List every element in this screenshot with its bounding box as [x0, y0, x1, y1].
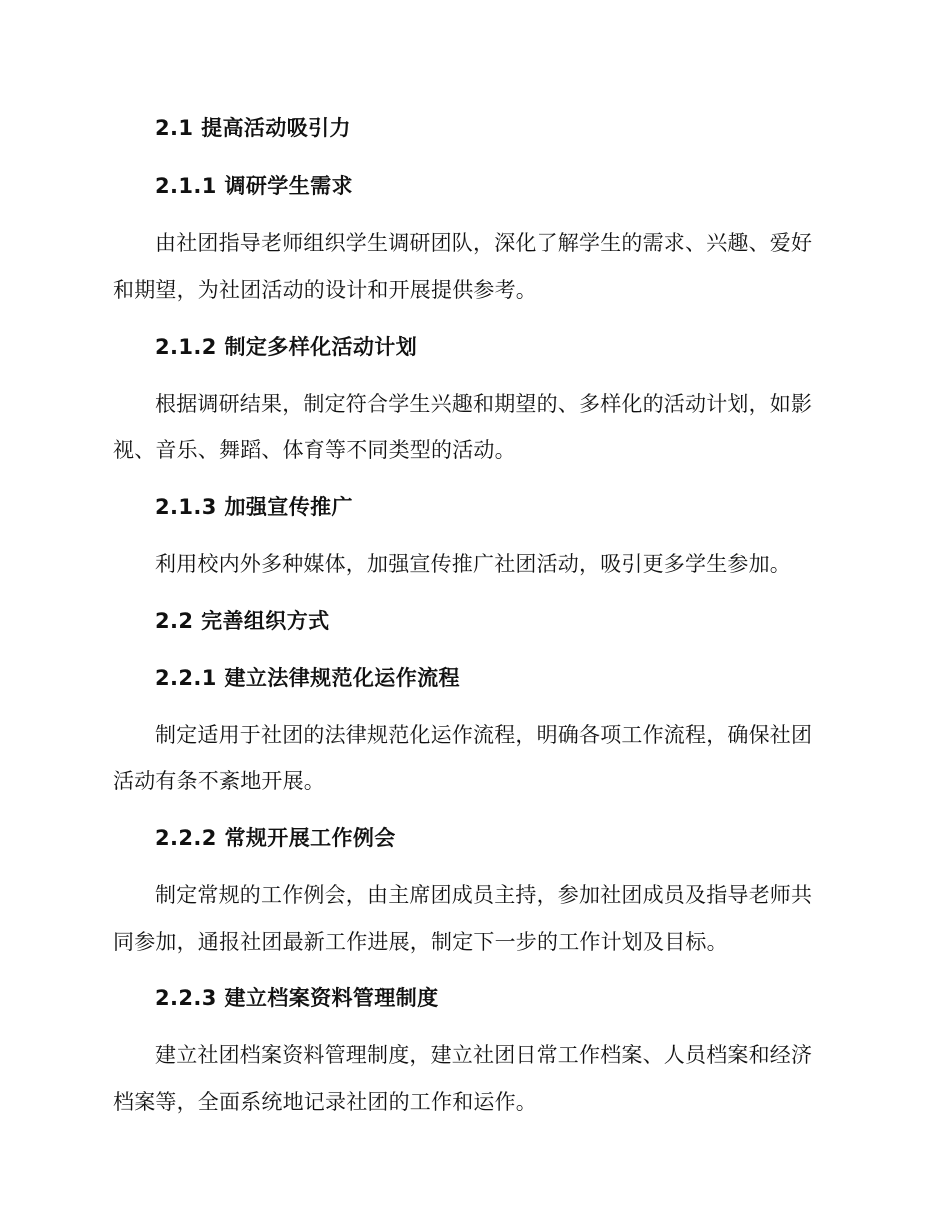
section-heading-2-2: 2.2 完善组织方式 [155, 609, 330, 633]
paragraph-line: 根据调研结果，制定符合学生兴趣和期望的、多样化的活动计划，如影 [155, 392, 813, 416]
section-heading-2-2-3: 2.2.3 建立档案资料管理制度 [155, 986, 439, 1010]
paragraph-line: 同参加，通报社团最新工作进展，制定下一步的工作计划及目标。 [113, 930, 728, 954]
section-heading-2-2-1: 2.2.1 建立法律规范化运作流程 [155, 666, 460, 690]
paragraph-line: 视、音乐、舞蹈、体育等不同类型的活动。 [113, 438, 516, 462]
paragraph-line: 由社团指导老师组织学生调研团队，深化了解学生的需求、兴趣、爱好 [155, 231, 813, 255]
section-heading-2-1-1: 2.1.1 调研学生需求 [155, 174, 353, 198]
paragraph-line: 档案等，全面系统地记录社团的工作和运作。 [113, 1090, 537, 1114]
paragraph-line: 活动有条不紊地开展。 [113, 769, 325, 793]
paragraph-line: 制定常规的工作例会，由主席团成员主持，参加社团成员及指导老师共 [155, 883, 813, 907]
paragraph-line: 利用校内外多种媒体，加强宣传推广社团活动，吸引更多学生参加。 [155, 552, 791, 576]
paragraph-line: 制定适用于社团的法律规范化运作流程，明确各项工作流程，确保社团 [155, 723, 813, 747]
paragraph-line: 和期望，为社团活动的设计和开展提供参考。 [113, 278, 537, 302]
section-heading-2-2-2: 2.2.2 常规开展工作例会 [155, 826, 396, 850]
section-heading-2-1: 2.1 提高活动吸引力 [155, 116, 351, 140]
section-heading-2-1-2: 2.1.2 制定多样化活动计划 [155, 335, 418, 359]
section-heading-2-1-3: 2.1.3 加强宣传推广 [155, 495, 353, 519]
paragraph-line: 建立社团档案资料管理制度，建立社团日常工作档案、人员档案和经济 [155, 1043, 813, 1067]
